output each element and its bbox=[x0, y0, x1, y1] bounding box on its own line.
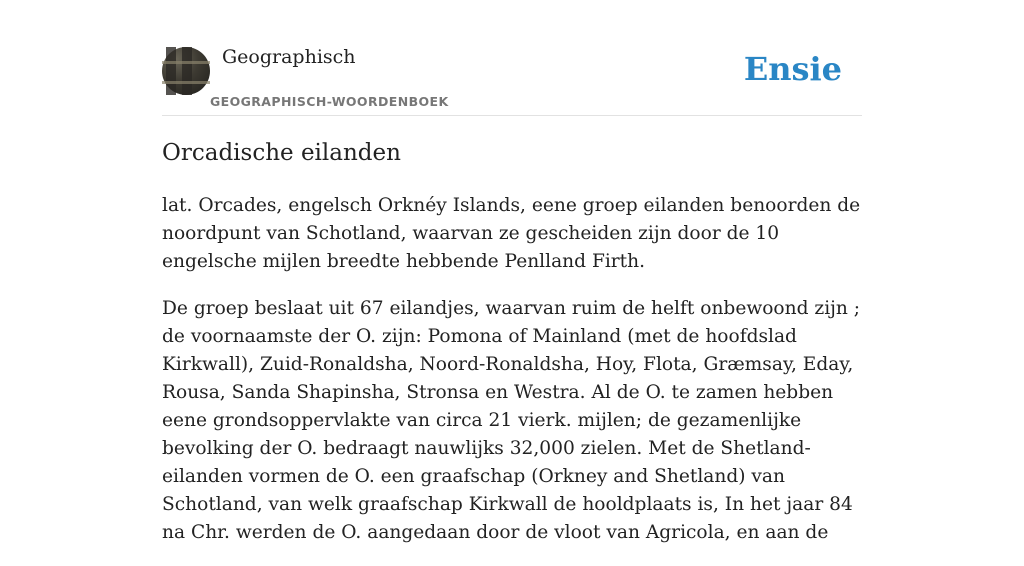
entry-paragraph: De groep beslaat uit 67 eilandjes, waarvan ruim de helft onbewoond zijn ; de voornaamste der O. zijn: Pomona of Mainland (met de hoofdslad Kirkwall), Zuid-Ronaldsha, Noord-Ronaldsha, Hoy, Flota, Græmsay, Eday, Rousa, Sanda Shapinsha, Stronsa en Westra. Al de O. te zamen hebben eene grondsoppervlakte van circa 21 vierk. mijlen; de gezamenlijke bevolking der O. bedraagt nauwlijks 32,000 zielen. Met de Shetland-eilanden vormen de O. een graafschap (Orkney and Shetland) van Schotland, van welk graafschap Kirkwall de hooldplaats is, In het jaar 84 na Chr. werden de O. aangedaan door de vloot van Agricola, en aan de bbox=[162, 298, 861, 543]
source-name-link[interactable]: Geographisch bbox=[222, 46, 356, 68]
entry-paragraph: lat. Orcades, engelsch Orknéy Islands, eene groep eilanden benoorden de noordpunt van Schotland, waarvan ze gescheiden zijn door de 10 engelsche mijlen breedte hebbende Penlland Firth. bbox=[162, 195, 861, 272]
entry-body bbox=[162, 192, 862, 566]
entry-title: Orcadische eilanden bbox=[162, 140, 401, 166]
content-container bbox=[162, 0, 862, 543]
source-slug-link[interactable]: GEOGRAPHISCH-WOORDENBOEK bbox=[210, 94, 449, 109]
header bbox=[162, 0, 862, 116]
source-avatar[interactable] bbox=[162, 47, 210, 95]
brand-logo[interactable]: Ensie bbox=[743, 50, 842, 88]
